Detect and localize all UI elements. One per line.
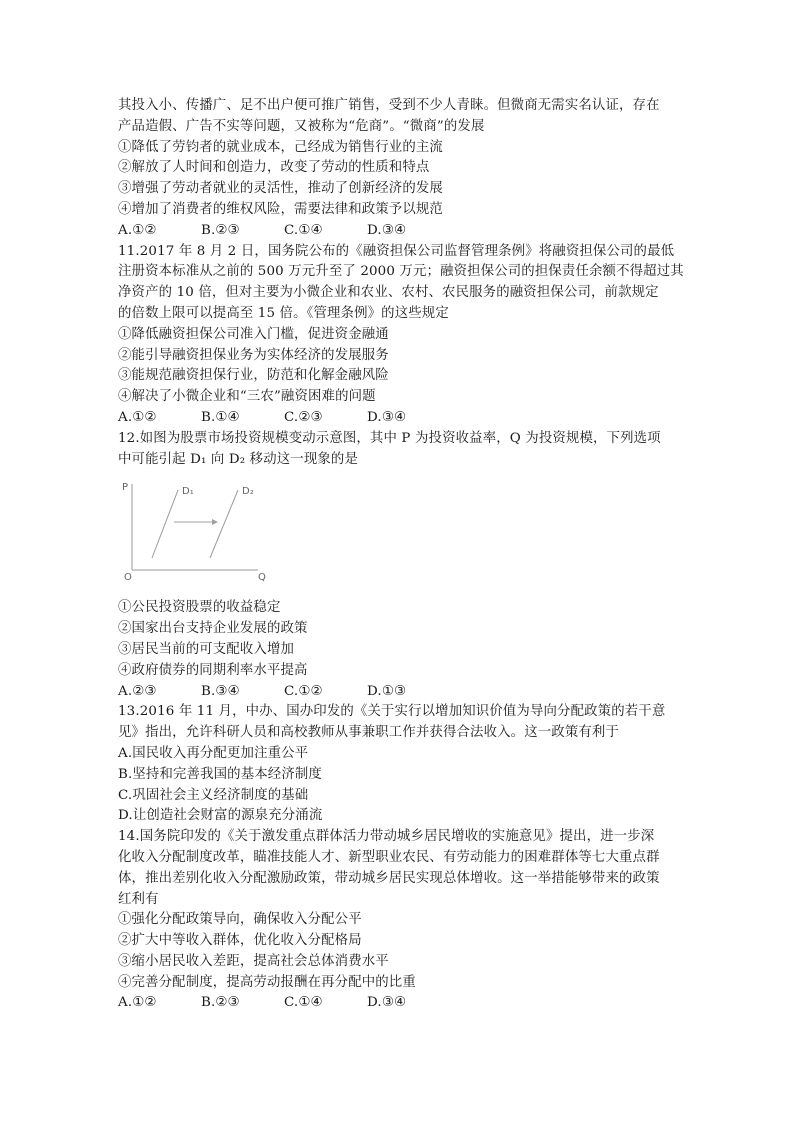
text-line: 其投入小、传播广、足不出户便可推广销售，受到不少人青睐。但微商无需实名认证，存在 (118, 98, 660, 113)
statement: ①公民投资股票的收益稳定 (118, 600, 281, 616)
origin-label: O (124, 572, 132, 584)
statement: ④增加了消费者的维权风险，需要法律和政策予以规范 (118, 201, 443, 217)
text-line: 14.国务院印发的《关于激发重点群体活力带动城乡居民增收的实施意见》提出，进一步深 (118, 829, 655, 845)
arrow-head-icon (212, 519, 218, 525)
q12-options (118, 682, 678, 703)
option-a[interactable]: A.②③ (118, 683, 157, 699)
text-line: 净资产的 10 倍，但对主要为小微企业和农业、农村、农民服务的融资担保公司，前款规定 (118, 285, 659, 301)
statement: ②国家出台支持企业发展的政策 (118, 621, 308, 637)
investment-shift-graph (118, 476, 678, 594)
choice-d[interactable]: D.让创造社会财富的源泉充分涌流 (118, 808, 323, 824)
q11-stem (118, 242, 684, 325)
option-d[interactable]: D.①③ (367, 683, 407, 699)
option-a[interactable]: A.①② (118, 995, 157, 1011)
q11-statements (118, 325, 678, 408)
option-b[interactable]: B.③④ (201, 683, 240, 699)
q14-stem (118, 827, 678, 910)
statement: ②能引导融资担保业务为实体经济的发展服务 (118, 347, 389, 363)
statement: ①降低融资担保公司准入门槛，促进资金融通 (118, 326, 389, 342)
d1-label: D₁ (182, 486, 194, 498)
statement: ④政府债券的同期利率水平提高 (118, 662, 308, 678)
statement: ①强化分配政策导向，确保收入分配公平 (118, 912, 362, 928)
option-c[interactable]: C.①④ (284, 222, 323, 238)
option-a[interactable]: A.①② (118, 222, 157, 238)
y-axis-label: P (122, 482, 129, 494)
q11-options (118, 408, 678, 429)
text-line: 13.2016 年 11 月，中办、国办印发的《关于实行以增加知识价值为导向分配政策的若干意 (118, 704, 666, 720)
statement: ②解放了人时间和创造力，改变了劳动的性质和特点 (118, 160, 430, 176)
q10-options (118, 221, 678, 242)
statement: ③居民当前的可支配收入增加 (118, 641, 295, 657)
statement: ②扩大中等收入群体，优化收入分配格局 (118, 933, 362, 949)
statement: ④解决了小微企业和“三农”融资困难的问题 (118, 389, 376, 405)
d2-label: D₂ (242, 486, 254, 498)
option-b[interactable]: B.②③ (201, 995, 240, 1011)
option-d[interactable]: D.③④ (367, 409, 407, 425)
text-line: 体，推出差别化收入分配激励政策，带动城乡居民实现总体增收。这一举措能够带来的政策 (118, 870, 660, 886)
text-line: 11.2017 年 8 月 2 日，国务院公布的《融资担保公司监督管理条例》将融资担保公司的最低 (118, 243, 675, 259)
exam-page (118, 96, 684, 1014)
q14-statements (118, 910, 678, 993)
curve-d2 (210, 490, 238, 558)
text-line: 12.如图为股票市场投资规模变动示意图，其中 P 为投资收益率，Q 为投资规模，下列选项 (118, 430, 661, 446)
x-axis-label: Q (258, 572, 266, 584)
text-line: 注册资本标准从之前的 500 万元升至了 2000 万元；融资担保公司的担保责任余额不得超过其 (118, 264, 684, 280)
option-c[interactable]: C.②③ (284, 409, 323, 425)
graph-svg (118, 476, 278, 594)
text-line: 的倍数上限可以提高至 15 倍。《管理条例》的这些规定 (118, 305, 449, 321)
choice-a[interactable]: A.国民收入再分配更加注重公平 (118, 745, 309, 761)
option-d[interactable]: D.③④ (367, 222, 407, 238)
statement: ①降低了劳钧者的就业成本，己经成为销售行业的主流 (118, 139, 443, 155)
q10-statements (118, 138, 678, 221)
q10-intro (118, 96, 678, 138)
text-line: 化收入分配制度改革，瞄准技能人才、新型职业农民、有劳动能力的困难群体等七大重点群 (118, 849, 660, 865)
choice-b[interactable]: B.坚持和完善我国的基本经济制度 (118, 766, 322, 782)
option-c[interactable]: C.①④ (284, 995, 323, 1011)
option-a[interactable]: A.①② (118, 409, 157, 425)
statement: ④完善分配制度，提高劳动报酬在再分配中的比重 (118, 974, 416, 990)
text-line: 产品造假、广告不实等问题，又被称为“危商”。“微商”的发展 (118, 118, 485, 134)
choice-c[interactable]: C.巩固社会主义经济制度的基础 (118, 787, 309, 803)
q12-stem (118, 429, 678, 471)
option-b[interactable]: B.①④ (201, 409, 240, 425)
q13-choices (118, 744, 678, 827)
statement: ③能规范融资担保行业，防范和化解金融风险 (118, 368, 389, 384)
q12-statements (118, 598, 678, 681)
q13-stem (118, 702, 678, 744)
text-line: 红利有 (118, 891, 159, 907)
q14-options (118, 993, 678, 1014)
statement: ③增强了劳动者就业的灵活性，推动了创新经济的发展 (118, 181, 443, 197)
text-line: 中可能引起 D₁ 向 D₂ 移动这一现象的是 (118, 451, 359, 467)
statement: ③缩小居民收入差距，提高社会总体消费水平 (118, 953, 389, 969)
option-b[interactable]: B.②③ (201, 222, 240, 238)
curve-d1 (152, 490, 178, 558)
text-line: 见》指出，允许科研人员和高校教师从事兼职工作并获得合法收入。这一政策有利于 (118, 725, 620, 741)
option-c[interactable]: C.①② (284, 683, 323, 699)
option-d[interactable]: D.③④ (367, 995, 407, 1011)
